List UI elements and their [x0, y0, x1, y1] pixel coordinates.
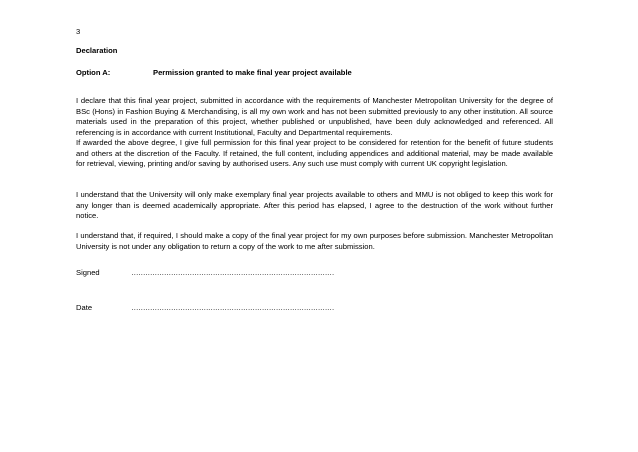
declaration-page — [76, 0, 553, 452]
page-number: 3 — [76, 27, 81, 36]
option-text: Permission granted to make final year project available — [153, 68, 352, 77]
declaration-heading: Declaration — [76, 46, 118, 55]
declaration-paragraph-4: I understand that, if required, I should make a copy of the final year project for my own purposes before submission. Manchester Metropolitan University is not under any obligation to return a copy of the work to me after submission. — [76, 231, 553, 251]
declaration-paragraph-3: I understand that the University will only make exemplary final year projects available to others and MMU is not obliged to keep this work for any longer than is deemed academically appropriate. After this period has elapsed, I agree to the destruction of the work without further notice. — [76, 190, 553, 221]
date-line: …………………………………………………………………………… — [131, 303, 334, 312]
date-label: Date — [76, 303, 93, 312]
declaration-paragraph-1: I declare that this final year project, submitted in accordance with the requirements of Manchester Metropolitan University for the degree of BSc (Hons) in Fashion Buying & Merchandising, is all my own work and has not been submitted previously to any other institution. All source materials used in the preparation of this project, whether published or unpublished, have been duly acknowledged and referenced. All referencing is in accordance with current Institutional, Faculty and Departmental requirements. — [76, 96, 553, 137]
signed-label: Signed — [76, 268, 100, 277]
declaration-paragraph-2: If awarded the above degree, I give full permission for this final year project to be considered for retention for the benefit of future students and others at the discretion of the Faculty. If retained, the full content, including appendices and additional material, may be made available for retrieval, viewing, printing and/or saving by authorised users. Any such use must comply with current UK copyright legislation. — [76, 138, 553, 169]
option-label: Option A: — [76, 68, 111, 77]
signed-line: …………………………………………………………………………… — [131, 268, 334, 277]
